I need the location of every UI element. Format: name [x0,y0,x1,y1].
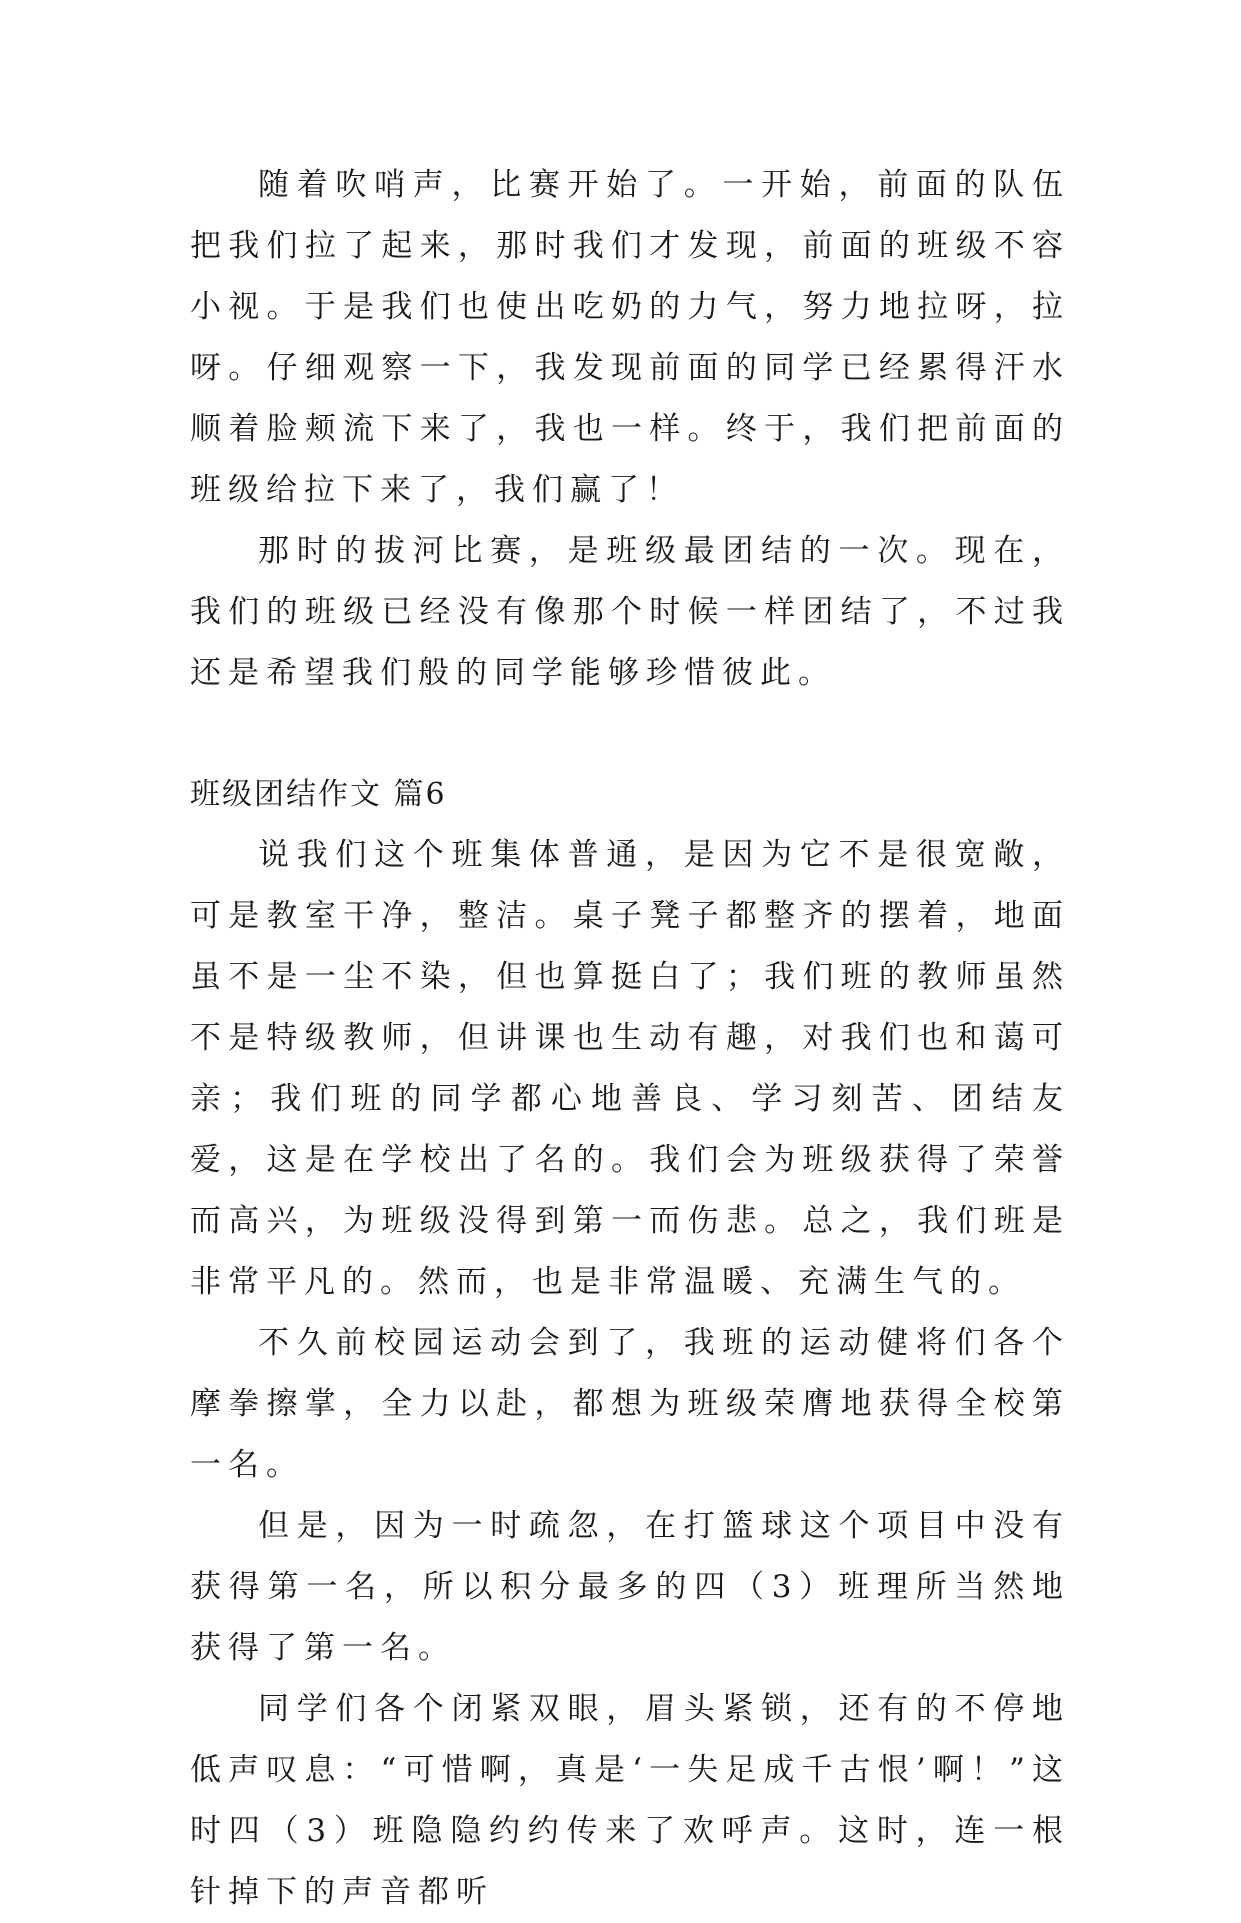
paragraph: 不久前校园运动会到了，我班的运动健将们各个摩拳擦掌，全力以赴，都想为班级荣膺地获得全校第一名。 [190,1325,1070,1483]
paragraph: 那时的拔河比赛，是班级最团结的一次。现在，我们的班级已经没有像那个时候一样团结了，不过我还是希望我们般的同学能够珍惜彼此。 [190,533,1070,691]
paragraph: 但是，因为一时疏忽，在打篮球这个项目中没有获得第一名，所以积分最多的四（3）班理所当然地获得了第一名。 [190,1508,1070,1666]
paragraph: 随着吹哨声，比赛开始了。一开始，前面的队伍把我们拉了起来，那时我们才发现，前面的班级不容小视。于是我们也使出吃奶的力气，努力地拉呀，拉呀。仔细观察一下，我发现前面的同学已经累得汗水顺着脸颊流下来了，我也一样。终于，我们把前面的班级给拉下来了，我们赢了！ [190,167,1070,508]
section-gap [190,704,1070,764]
document-page [190,155,1070,1923]
section-heading: 班级团结作文 篇6 [190,777,447,812]
paragraph: 说我们这个班集体普通，是因为它不是很宽敞，可是教室干净，整洁。桌子凳子都整齐的摆着，地面虽不是一尘不染，但也算挺白了；我们班的教师虽然不是特级教师，但讲课也生动有趣，对我们也和蔼可亲；我们班的同学都心地善良、学习刻苦、团结友爱，这是在学校出了名的。我们会为班级获得了荣誉而高兴，为班级没得到第一而伤悲。总之，我们班是非常平凡的。然而，也是非常温暖、充满生气的。 [190,837,1070,1300]
paragraph: 同学们各个闭紧双眼，眉头紧锁，还有的不停地低声叹息：“可惜啊，真是‘一失足成千古恨’啊！”这时四（3）班隐隐约约传来了欢呼声。这时，连一根针掉下的声音都听 [190,1691,1070,1910]
